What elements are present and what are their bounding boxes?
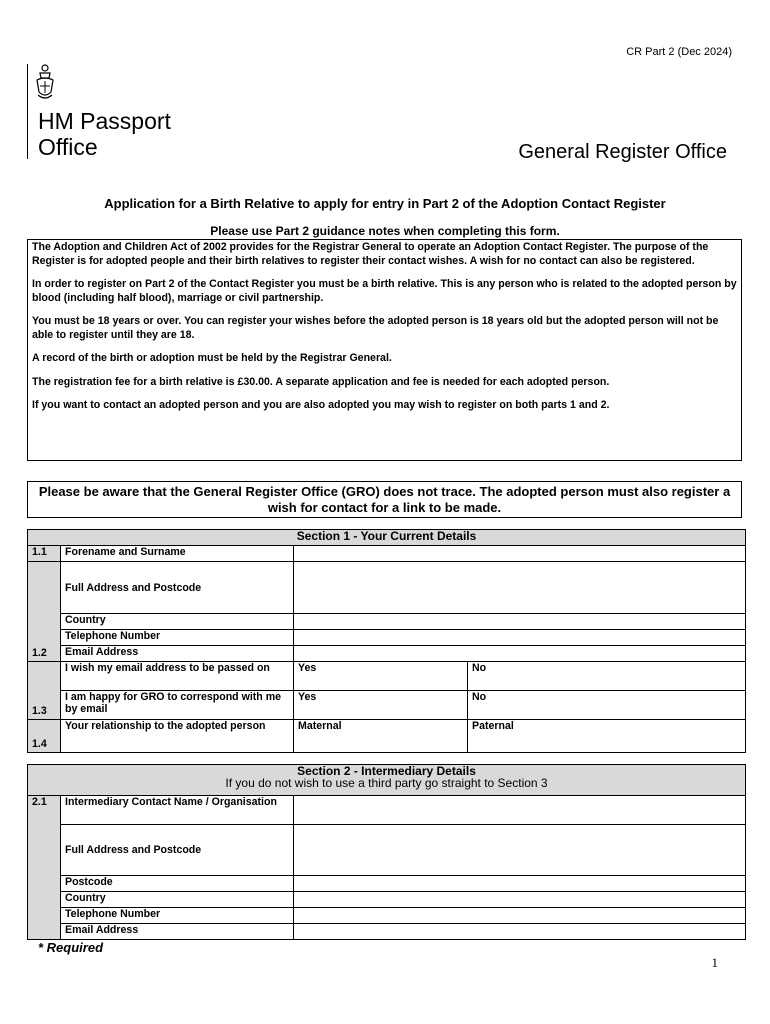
section-number: 2.1 (28, 796, 61, 940)
section-number: 1.3 (32, 705, 47, 717)
correspond-no-option[interactable]: No (468, 691, 746, 720)
section-number: 1.4 (28, 720, 61, 753)
intermediary-email-input[interactable] (294, 924, 746, 940)
royal-crest-icon (34, 64, 56, 102)
intro-paragraph: The Adoption and Children Act of 2002 provides for the Registrar General to operate an Adoption Contact Register. The purpose of the Register is for adopted people and their birth relatives to register their contact wishes. A wish for no contact can also be registered. (32, 241, 709, 267)
office-name: General Register Office (518, 141, 727, 163)
section-number: 1.1 (28, 546, 61, 562)
section-2-heading (28, 765, 746, 796)
form-title: Application for a Birth Relative to apply for entry in Part 2 of the Adoption Contact Register (104, 196, 666, 211)
no-trace-warning: Please be aware that the General Register Office (GRO) does not trace. The adopted person must also register a wish for contact for a link to be made. (27, 481, 742, 518)
agency-line-2: Office (38, 134, 98, 160)
section-2-subtitle: If you do not wish to use a third party go straight to Section 3 (225, 776, 548, 790)
logo-divider (27, 64, 28, 159)
section-2-title: Section 2 - Intermediary Details (297, 764, 476, 778)
intro-paragraph: A record of the birth or adoption must be held by the Registrar General. (32, 352, 392, 364)
section-number: 1.2 (32, 647, 47, 659)
field-label-email-pass: I wish my email address to be passed on (61, 662, 294, 691)
relationship-paternal-option[interactable]: Paternal (468, 720, 746, 753)
field-label-country: Country (61, 614, 294, 630)
field-label-telephone: Telephone Number (61, 630, 294, 646)
name-input[interactable] (294, 546, 746, 562)
intermediary-telephone-input[interactable] (294, 908, 746, 924)
field-label-intermediary-name: Intermediary Contact Name / Organisation (61, 796, 294, 825)
field-label-intermediary-postcode: Postcode (61, 876, 294, 892)
intro-paragraph: In order to register on Part 2 of the Contact Register you must be a birth relative. This is any person who is related to the adopted person by blood (including half blood), marriage or civil partnership. (32, 278, 737, 304)
intermediary-country-input[interactable] (294, 892, 746, 908)
correspond-yes-option[interactable]: Yes (294, 691, 468, 720)
field-label-correspond: I am happy for GRO to correspond with me by email (61, 691, 294, 720)
form-reference: CR Part 2 (Dec 2024) (626, 46, 732, 58)
required-note: * Required (38, 940, 104, 955)
address-input[interactable] (294, 562, 746, 614)
field-label-intermediary-telephone: Telephone Number (61, 908, 294, 924)
guidance-note: Please use Part 2 guidance notes when completing this form. (210, 224, 560, 238)
field-label-email: Email Address (61, 646, 294, 662)
email-input[interactable] (294, 646, 746, 662)
field-label-relationship: Your relationship to the adopted person (61, 720, 294, 753)
section-number-cell (28, 662, 61, 720)
section-1-table (27, 529, 746, 753)
intermediary-postcode-input[interactable] (294, 876, 746, 892)
section-number-cell (28, 562, 61, 662)
intro-paragraph: If you want to contact an adopted person and you are also adopted you may wish to register on both parts 1 and 2. (32, 399, 610, 411)
country-input[interactable] (294, 614, 746, 630)
page-number: 1 (711, 955, 718, 970)
email-pass-no-option[interactable]: No (468, 662, 746, 691)
field-label-intermediary-address: Full Address and Postcode (61, 825, 294, 876)
field-label-name: Forename and Surname (61, 546, 294, 562)
field-label-intermediary-email: Email Address (61, 924, 294, 940)
section-1-heading: Section 1 - Your Current Details (28, 530, 746, 546)
field-label-address: Full Address and Postcode (61, 562, 294, 614)
relationship-maternal-option[interactable]: Maternal (294, 720, 468, 753)
field-label-intermediary-country: Country (61, 892, 294, 908)
intro-paragraph: You must be 18 years or over. You can register your wishes before the adopted person is 18 years old but the adopted person will not be able to register until they are 18. (32, 315, 719, 341)
intro-paragraph: The registration fee for a birth relative is £30.00. A separate application and fee is needed for each adopted person. (32, 375, 610, 388)
agency-name (38, 108, 171, 160)
intro-box (27, 239, 742, 461)
section-2-table (27, 764, 746, 940)
email-pass-yes-option[interactable]: Yes (294, 662, 468, 691)
intermediary-address-input[interactable] (294, 825, 746, 876)
agency-line-1: HM Passport (38, 108, 171, 134)
telephone-input[interactable] (294, 630, 746, 646)
intermediary-name-input[interactable] (294, 796, 746, 825)
